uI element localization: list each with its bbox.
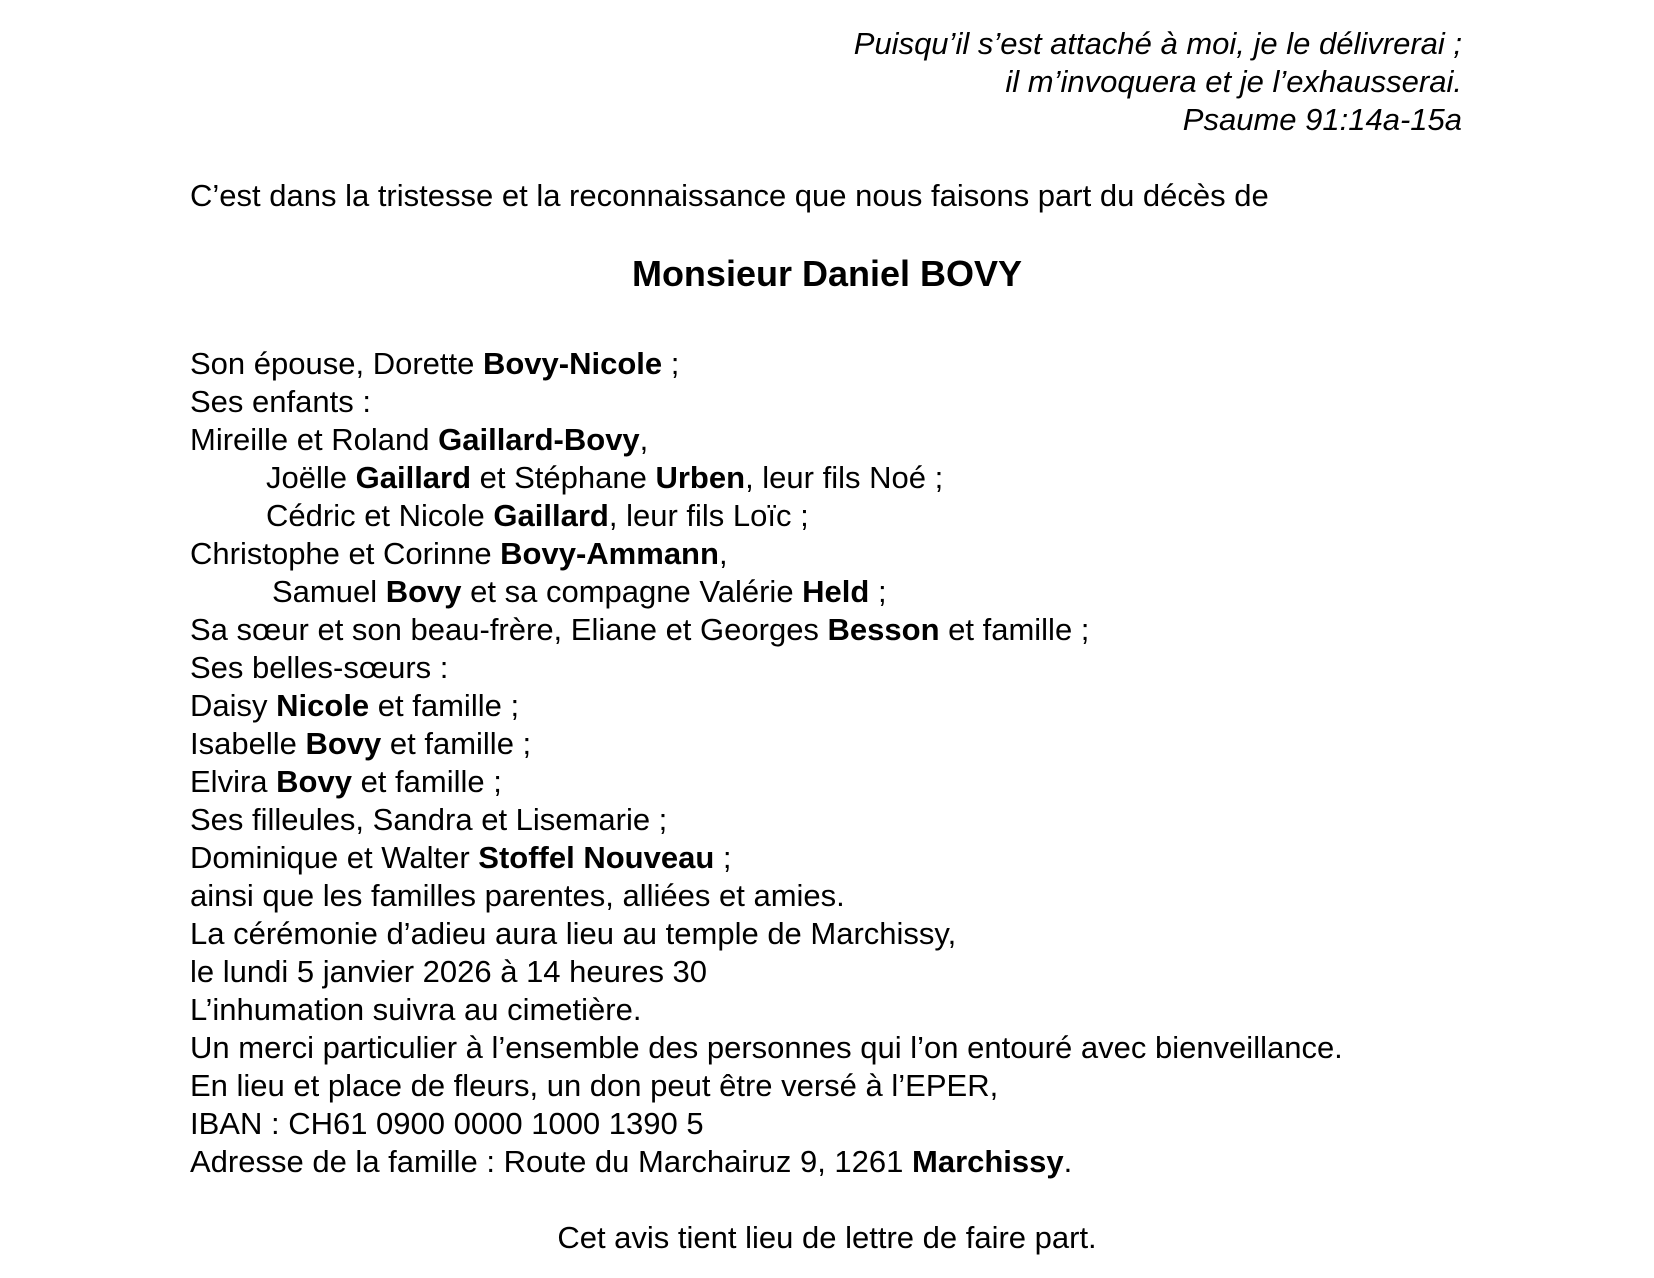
body-line xyxy=(190,421,1654,459)
family-name: Besson xyxy=(827,612,940,647)
body-line xyxy=(190,1143,1654,1181)
body-line xyxy=(190,839,1654,877)
body-line xyxy=(190,1029,1654,1067)
body-text: Christophe et Corinne xyxy=(190,536,501,571)
body-text: Ses belles-sœurs : xyxy=(190,650,449,685)
body-line xyxy=(190,1105,1654,1143)
body-text: ; xyxy=(714,840,732,875)
body-text: Mireille et Roland xyxy=(190,422,439,457)
body-line xyxy=(190,345,1654,383)
body-line xyxy=(190,649,1654,687)
body-text: et famille ; xyxy=(351,764,502,799)
body-text: et famille ; xyxy=(381,726,532,761)
body-text: le lundi 5 janvier 2026 à 14 heures 30 xyxy=(190,954,708,989)
body-text: L’inhumation suivra au cimetière. xyxy=(190,992,642,1027)
body-text: Daisy xyxy=(190,688,277,723)
body-line xyxy=(190,383,1654,421)
family-name: Gaillard-Bovy xyxy=(438,422,640,457)
body-text: et Stéphane xyxy=(471,460,656,495)
body-text: Samuel xyxy=(272,574,386,609)
body-text: Joëlle xyxy=(266,460,356,495)
body-line xyxy=(190,497,1654,535)
family-list xyxy=(0,345,1654,1181)
body-text: IBAN : CH61 0900 0000 1000 1390 5 xyxy=(190,1106,704,1141)
family-name: Urben xyxy=(655,460,746,495)
family-name: Gaillard xyxy=(355,460,472,495)
body-line xyxy=(190,687,1654,725)
body-text: Ses filleules, Sandra et Lisemarie ; xyxy=(190,802,668,837)
body-text: et famille ; xyxy=(939,612,1090,647)
body-line xyxy=(190,573,1654,611)
body-text: et famille ; xyxy=(369,688,520,723)
body-line xyxy=(190,725,1654,763)
family-name: Nicole xyxy=(276,688,370,723)
body-text: ; xyxy=(662,346,680,381)
deceased-name-title: Monsieur Daniel BOVY xyxy=(631,253,1023,294)
body-text: Un merci particulier à l’ensemble des personnes qui l’on entouré avec bienveillance. xyxy=(190,1030,1343,1065)
body-line xyxy=(190,991,1654,1029)
body-text: , xyxy=(639,422,649,457)
body-text: , xyxy=(718,536,728,571)
family-name: Bovy xyxy=(305,726,382,761)
body-text: Dominique et Walter xyxy=(190,840,479,875)
body-line xyxy=(190,535,1654,573)
body-line xyxy=(190,915,1654,953)
body-text: Son épouse, Dorette xyxy=(190,346,483,381)
family-name: Stoffel Nouveau xyxy=(478,840,715,875)
body-text: Ses enfants : xyxy=(190,384,371,419)
body-text: ainsi que les familles parentes, alliées et amies. xyxy=(190,878,845,913)
family-name: Marchissy xyxy=(912,1144,1064,1179)
scripture-reference: Psaume 91:14a-15a xyxy=(1182,102,1462,137)
body-text: ; xyxy=(869,574,887,609)
body-text: Isabelle xyxy=(190,726,306,761)
body-line xyxy=(190,877,1654,915)
family-name: Bovy xyxy=(276,764,352,799)
body-text: En lieu et place de fleurs, un don peut être versé à l’EPER, xyxy=(190,1068,999,1103)
family-name: Held xyxy=(802,574,870,609)
family-name: Gaillard xyxy=(493,498,609,533)
body-text: , leur fils Loïc ; xyxy=(608,498,809,533)
body-line xyxy=(190,953,1654,991)
closing-line: Cet avis tient lieu de lettre de faire part. xyxy=(557,1220,1097,1255)
scripture-quote xyxy=(0,0,1654,139)
body-line xyxy=(190,801,1654,839)
body-text: Cédric et Nicole xyxy=(266,498,494,533)
body-text: , leur fils Noé ; xyxy=(745,460,944,495)
body-line xyxy=(190,1067,1654,1105)
body-line xyxy=(190,459,1654,497)
body-text: . xyxy=(1063,1144,1073,1179)
body-text: La cérémonie d’adieu aura lieu au temple de Marchissy, xyxy=(190,916,957,951)
family-name: Bovy xyxy=(385,574,462,609)
body-text: Elvira xyxy=(190,764,277,799)
body-text: Adresse de la famille : Route du Marchairuz 9, 1261 xyxy=(190,1144,912,1179)
body-line xyxy=(190,763,1654,801)
body-line xyxy=(190,611,1654,649)
family-name: Bovy-Ammann xyxy=(500,536,719,571)
body-text: et sa compagne Valérie xyxy=(461,574,803,609)
scripture-quote-line: il m’invoquera et je l’exhausserai. xyxy=(1005,64,1462,99)
family-name: Bovy-Nicole xyxy=(482,346,663,381)
body-text: Sa sœur et son beau-frère, Eliane et Georges xyxy=(190,612,828,647)
announcement-intro: C’est dans la tristesse et la reconnaissance que nous faisons part du décès de xyxy=(190,178,1269,213)
scripture-quote-line: Puisqu’il s’est attaché à moi, je le délivrerai ; xyxy=(853,26,1462,61)
